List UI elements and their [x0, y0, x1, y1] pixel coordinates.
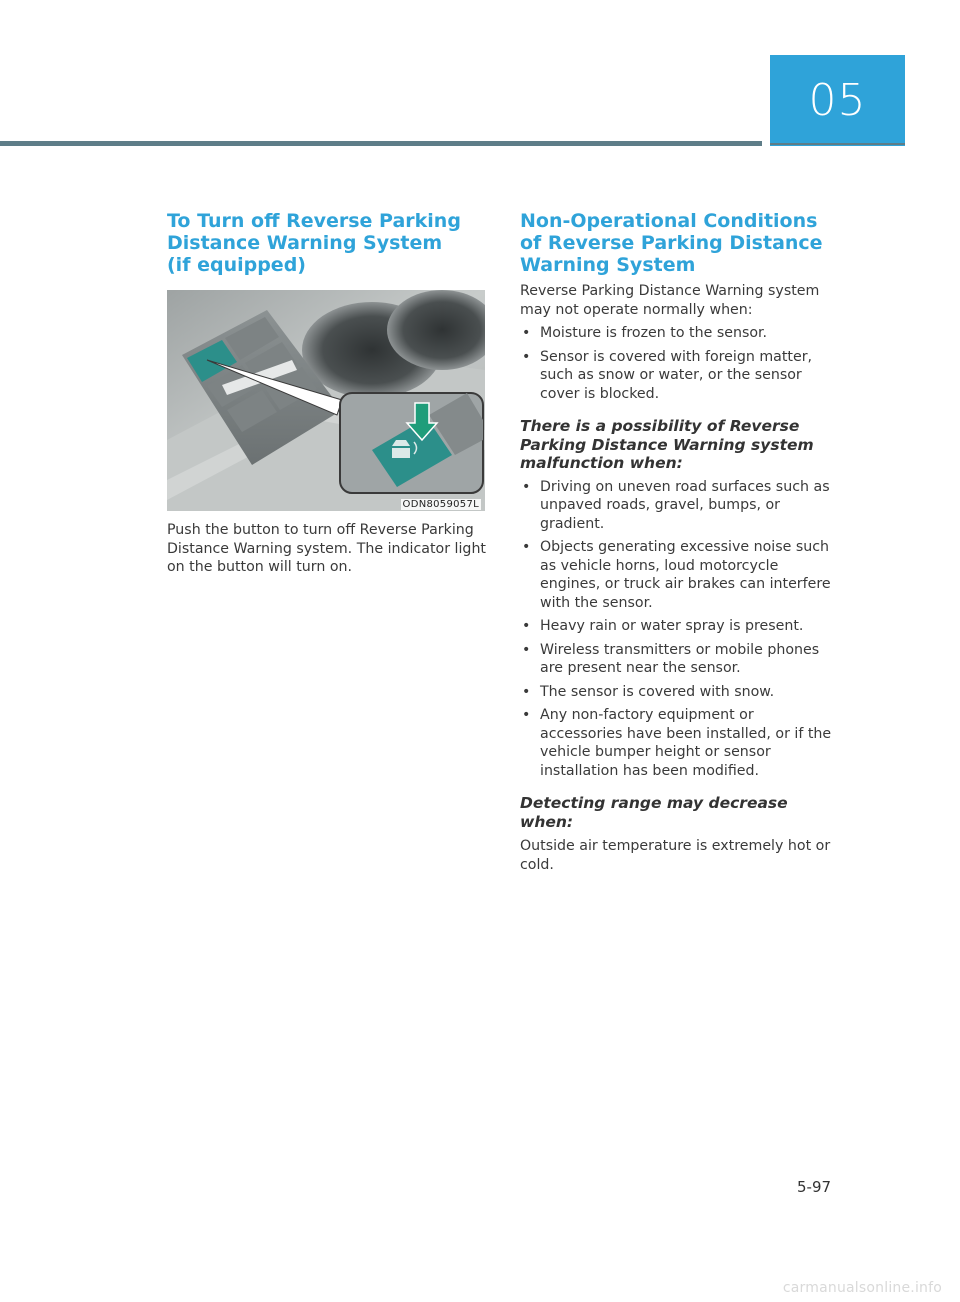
section-title-turn-off [167, 210, 487, 276]
title-line: of Reverse Parking Distance [520, 232, 823, 254]
non-operational-intro: Reverse Parking Distance Warning system may not operate normally when: [520, 283, 820, 318]
subheading-line: There is a possibility of Reverse [520, 417, 800, 435]
console-illustration-svg [167, 290, 485, 511]
title-line: Warning System [520, 254, 696, 276]
list-item: • Any non-factory equipment or accessories have been installed, or if the vehicle bumper height or sensor installation has been modified. [520, 706, 840, 780]
title-line: Non-Operational Conditions [520, 210, 818, 232]
list-item: • Wireless transmitters or mobile phones are present near the sensor. [520, 641, 840, 678]
chapter-tab [770, 55, 905, 146]
watermark: carmanualsonline.info [782, 1280, 942, 1296]
turn-off-instructions: Push the button to turn off Reverse Parking Distance Warning system. The indicator light on the button will turn on. [167, 522, 486, 575]
console-button-illustration [167, 290, 485, 511]
list-item: • The sensor is covered with snow. [520, 683, 840, 702]
page-number: 5-97 [797, 1178, 832, 1196]
chapter-number: 05 [808, 75, 867, 126]
list-item: • Moisture is frozen to the sensor. [520, 324, 840, 343]
bullet-list-malfunction [520, 478, 840, 781]
left-column [167, 210, 487, 577]
title-line: Distance Warning System [167, 232, 443, 254]
list-item: • Driving on uneven road surfaces such as unpaved roads, gravel, bumps, or gradient. [520, 478, 840, 534]
range-decrease-text: Outside air temperature is extremely hot or cold. [520, 838, 831, 873]
header-rule-right [770, 143, 905, 145]
list-item: • Heavy rain or water spray is present. [520, 617, 840, 636]
list-item: • Objects generating excessive noise such as vehicle horns, loud motorcycle engines, or truck air brakes can interfere with the sensor. [520, 538, 840, 612]
header-rule [0, 141, 762, 146]
title-line: To Turn off Reverse Parking [167, 210, 461, 232]
subheading-line: malfunction when: [520, 454, 683, 472]
section-title-non-operational [520, 210, 840, 276]
subheading-line: when: [520, 812, 574, 831]
list-item: • Sensor is covered with foreign matter, such as snow or water, or the sensor cover is blocked. [520, 348, 840, 404]
subheading-line: Parking Distance Warning system [520, 435, 814, 454]
subheading-malfunction [520, 417, 840, 473]
bullet-list-non-operational [520, 324, 840, 403]
subheading-range [520, 794, 840, 831]
subheading-line: Detecting range may decrease [520, 794, 788, 812]
figure-code: ODN8059057L [402, 499, 479, 510]
right-column [520, 210, 840, 874]
title-line: (if equipped) [167, 254, 306, 276]
